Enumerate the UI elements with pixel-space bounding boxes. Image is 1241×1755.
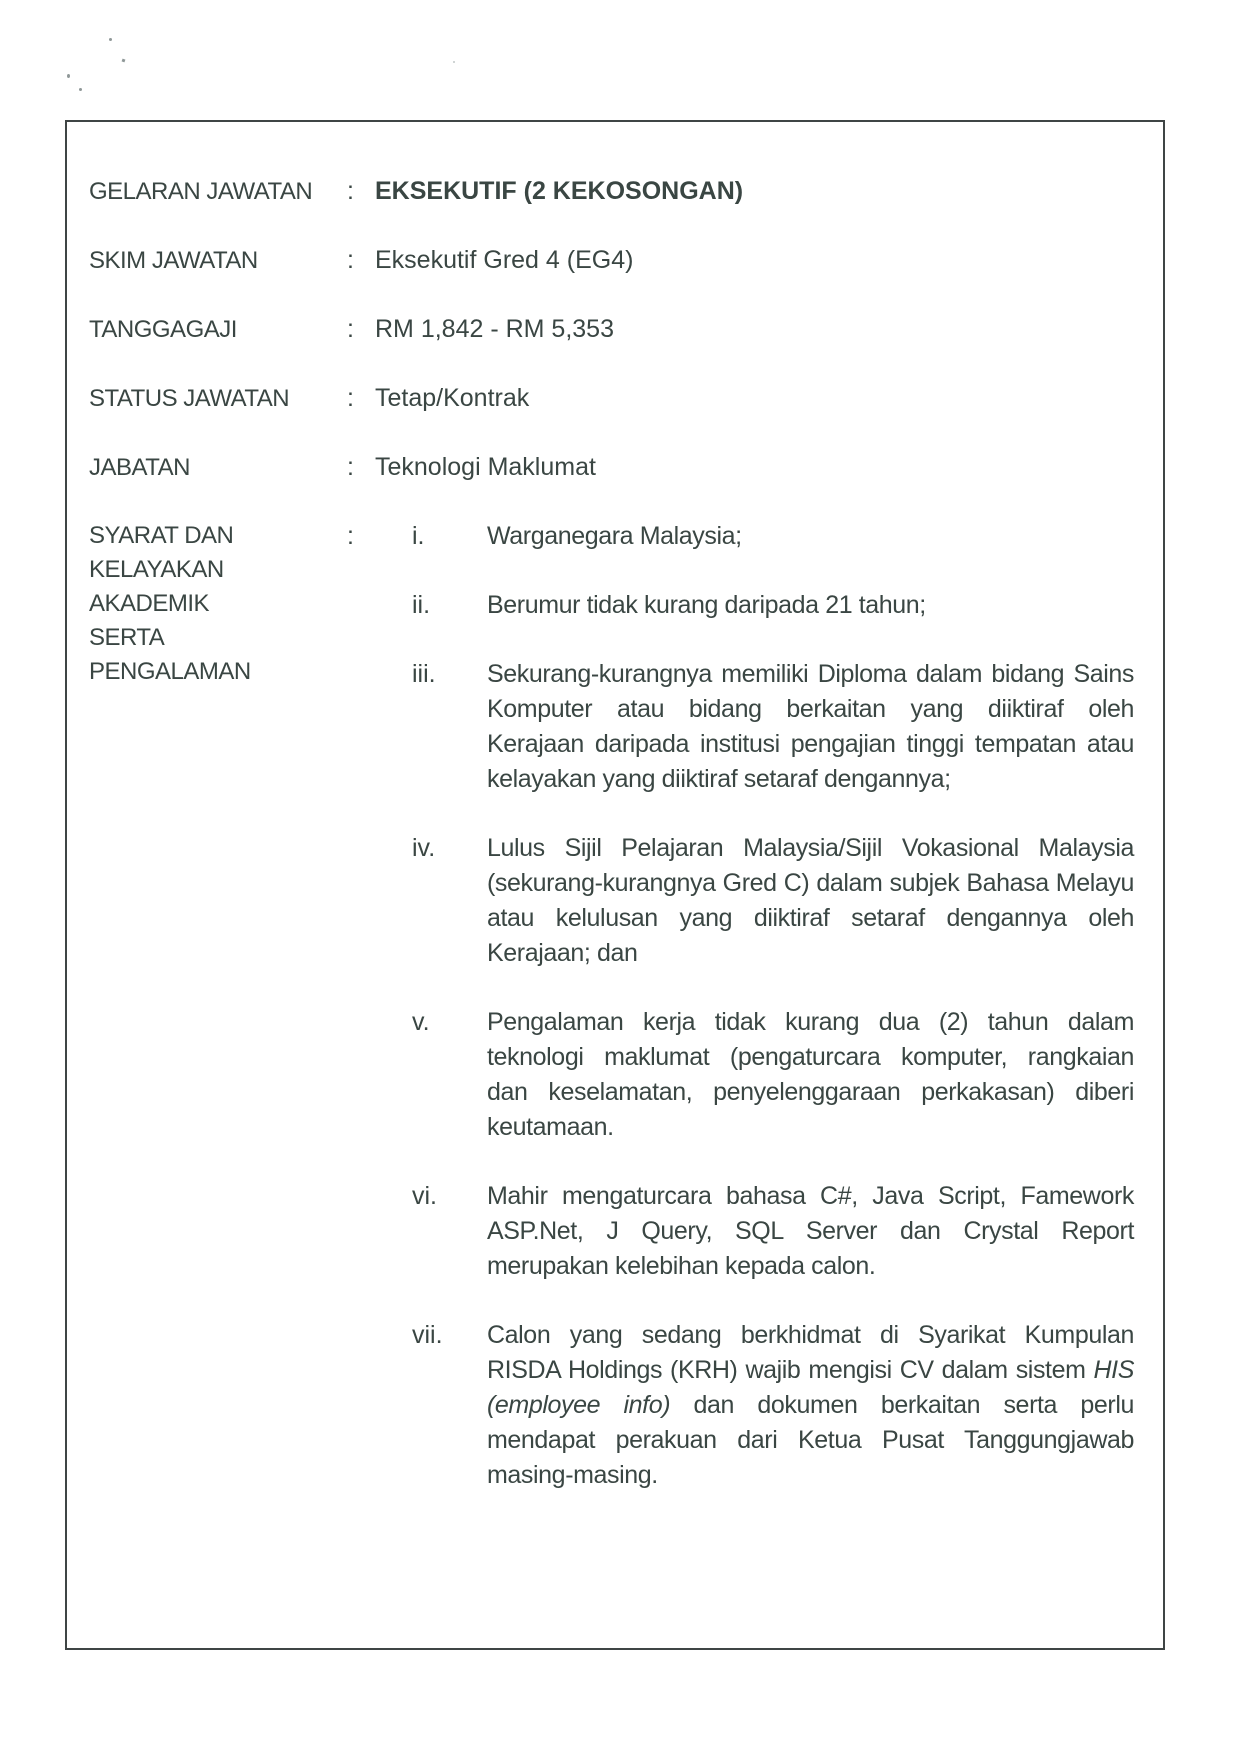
requirement-item-i [375,519,1139,554]
field-colon: : [347,453,354,481]
requirement-item-iv [375,831,1139,971]
text-line: (sekurang-kurangnya Gred C) dalam subjek Bahasa Melayu [487,869,1134,897]
field-colon: : [347,384,354,412]
requirements-label-line: KELAYAKAN [89,556,224,583]
text-line: kelayakan yang diiktiraf setaraf dengannya; [487,765,951,793]
text-line: masing-masing. [487,1461,658,1489]
item-text [487,1179,1134,1284]
text-line: Warganegara Malaysia; [487,522,742,550]
requirement-item-ii [375,588,1139,623]
text-line: dan keselamatan, penyelenggaraan perkakasan) diberi [487,1078,1134,1106]
requirements-list [375,519,1139,1527]
text-line: merupakan kelebihan kepada calon. [487,1252,876,1280]
requirements-label-line: PENGALAMAN [89,658,251,685]
field-row-skim-jawatan [89,243,1139,278]
requirements-label-line: SERTA [89,624,165,651]
field-label: STATUS JAWATAN [89,385,290,412]
text-line: keutamaan. [487,1113,614,1141]
field-colon: : [347,315,354,343]
scan-speck [79,88,82,91]
field-colon: : [347,177,354,205]
text-line: Sekurang-kurangnya memiliki Diploma dalam bidang Sains [487,660,1134,688]
requirements-label-line: AKADEMIK [89,590,210,617]
text-line: Mahir mengaturcara bahasa C#, Java Script, Famework [487,1182,1134,1210]
text-line: mendapat perakuan dari Ketua Pusat Tanggungjawab [487,1426,1134,1454]
text-line: ASP.Net, J Query, SQL Server dan Crystal Report [487,1217,1134,1245]
item-numeral: vi. [412,1182,437,1210]
italic-system-name: HIS [1093,1356,1134,1384]
text-line: Berumur tidak kurang daripada 21 tahun; [487,591,926,619]
text-line: Kerajaan; dan [487,939,638,967]
text-line: Lulus Sijil Pelajaran Malaysia/Sijil Vokasional Malaysia [487,834,1134,862]
item-text [487,519,1134,554]
text-line: RISDA Holdings (KRH) wajib mengisi CV dalam sistem HIS [487,1356,1134,1384]
text-line: Kerajaan daripada institusi pengajian tinggi tempatan atau [487,730,1134,758]
requirements-label [89,519,347,1527]
field-label: GELARAN JAWATAN [89,178,313,205]
item-numeral: v. [412,1008,430,1036]
requirement-item-iii [375,657,1139,797]
scan-speck [109,38,112,41]
item-text [487,1005,1134,1145]
field-colon: : [347,522,354,550]
field-colon: : [347,246,354,274]
text-line: atau kelulusan yang diiktiraf setaraf dengannya oleh [487,904,1134,932]
scan-speck [122,59,126,63]
field-value-job-title: EKSEKUTIF (2 KEKOSONGAN) [375,177,744,205]
field-value-department: Teknologi Maklumat [375,453,596,481]
field-row-tanggagaji [89,312,1139,347]
item-text [487,1318,1134,1493]
field-label: SKIM JAWATAN [89,247,258,274]
field-row-jabatan [89,450,1139,485]
item-numeral: vii. [412,1321,443,1349]
item-numeral: i. [412,522,425,550]
requirement-item-vii [375,1318,1139,1493]
requirements-section [89,519,1139,1527]
text-line: Pengalaman kerja tidak kurang dua (2) tahun dalam [487,1008,1134,1036]
field-label: TANGGAGAJI [89,316,237,343]
field-row-status-jawatan [89,381,1139,416]
field-value-scheme: Eksekutif Gred 4 (EG4) [375,246,634,274]
italic-system-name: (employee info) [487,1391,671,1419]
document-border-frame [65,120,1165,1650]
text-line: (employee info) dan dokumen berkaitan serta perlu [487,1391,1135,1419]
item-text [487,657,1134,797]
field-label: JABATAN [89,454,190,481]
requirement-item-v [375,1005,1139,1145]
field-row-gelaran-jawatan [89,174,1139,209]
requirement-item-vi [375,1179,1139,1284]
scan-speck [67,74,70,78]
item-numeral: iv. [412,834,436,862]
text-line: teknologi maklumat (pengaturcara komputer, rangkaian [487,1043,1134,1071]
item-text [487,831,1134,971]
field-value-status: Tetap/Kontrak [375,384,530,412]
item-numeral: iii. [412,660,436,688]
field-value-salary: RM 1,842 - RM 5,353 [375,315,614,343]
item-numeral: ii. [412,591,431,619]
requirements-label-line: SYARAT DAN [89,522,234,549]
text-line: Calon yang sedang berkhidmat di Syarikat Kumpulan [487,1321,1134,1349]
item-text [487,588,1134,623]
text-line: Komputer atau bidang berkaitan yang diiktiraf oleh [487,695,1134,723]
scan-speck [453,61,455,63]
